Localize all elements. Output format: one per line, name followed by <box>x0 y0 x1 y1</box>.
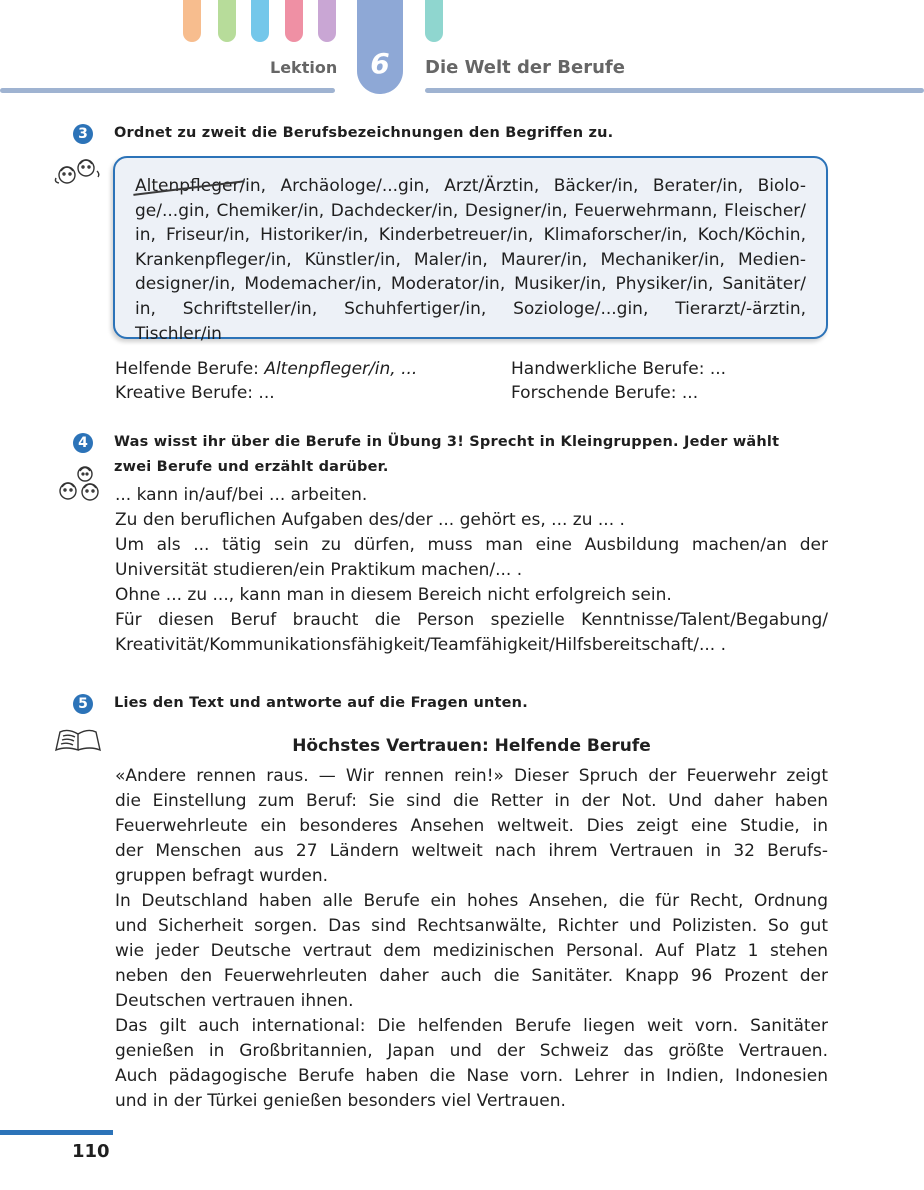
category-helfende <box>115 357 417 381</box>
header-rule-left <box>0 88 335 93</box>
text-line: wie jeder Deutsche vertraut dem medizinischen Personal. Auf Platz 1 stehen <box>115 941 828 961</box>
pair-work-icon <box>53 156 101 186</box>
text-line: In Deutschland haben alle Berufe ein hohes Ansehen, die für Recht, Ordnung <box>115 891 828 911</box>
instruction-line: zwei Berufe und erzählt darüber. <box>114 459 389 475</box>
category-kreative: Kreative Berufe: ... <box>115 383 275 403</box>
phrase-list <box>115 483 828 658</box>
open-book-icon <box>54 726 102 754</box>
category-example: Altenpfleger/in, ... <box>264 359 418 379</box>
exercise-number: 4 <box>73 433 93 453</box>
color-tab <box>251 0 269 42</box>
lesson-label: Lektion <box>270 58 338 77</box>
phrase-line: Ohne ... zu ..., kann man in diesem Bereich nicht erfolgreich sein. <box>115 585 672 605</box>
group-work-icon <box>55 464 103 502</box>
text-line: die Einstellung zum Beruf: Sie sind die Retter in der Not. Und daher haben <box>115 791 828 811</box>
word-list-line: in, Schriftsteller/in, Schuhfertiger/in, Soziologe/...gin, Tierarzt/-ärztin, Tischler/in <box>135 298 806 344</box>
text-line: Das gilt auch international: Die helfenden Berufe liegen weit vorn. Sanitäter <box>115 1016 828 1036</box>
color-tab <box>318 0 336 42</box>
text-line: und in der Türkei genießen besonders viel Vertrauen. <box>115 1091 566 1111</box>
phrase-line: Für diesen Beruf braucht die Person spezielle Kenntnisse/Talent/Begabung/ <box>115 610 828 630</box>
text-line: genießen in Großbritannien, Japan und der Schweiz das größte Vertrauen. <box>115 1041 828 1061</box>
lesson-number-badge: 6 <box>357 0 403 94</box>
chapter-title: Die Welt der Berufe <box>425 57 625 78</box>
phrase-line: ... kann in/auf/bei ... arbeiten. <box>115 485 368 505</box>
word-list-line: /in, Archäologe/...gin, Arzt/Ärztin, Bäcker/in, Berater/in, Biolo- <box>239 176 806 196</box>
phrase-line: Universität studieren/ein Praktikum machen/... . <box>115 560 523 580</box>
category-label: Helfende Berufe: <box>115 359 265 379</box>
reading-text <box>115 764 828 1114</box>
phrase-line: Um als ... tätig sein zu dürfen, muss man eine Ausbildung machen/an der <box>115 535 828 555</box>
page-number: 110 <box>72 1141 110 1162</box>
word-list-line: in, Friseur/in, Historiker/in, Kinderbetreuer/in, Klimaforscher/in, Koch/Köchin, <box>135 225 806 246</box>
word-list-line: ge/...gin, Chemiker/in, Dachdecker/in, Designer/in, Feuerwehrmann, Fleischer/ <box>135 200 806 221</box>
exercise-number: 3 <box>73 124 93 144</box>
color-tab <box>183 0 201 42</box>
text-line: gruppen befragt wurden. <box>115 866 329 886</box>
text-line: der Menschen aus 27 Ländern weltweit nach ihrem Vertrauen in 32 Berufs- <box>115 841 828 861</box>
instruction-line: Was wisst ihr über die Berufe in Übung 3! Sprecht in Kleingruppen. Jeder wählt <box>114 434 780 450</box>
exercise-instruction: Lies den Text und antworte auf die Fragen unten. <box>114 695 528 711</box>
text-line: «Andere rennen raus. — Wir rennen rein!» Dieser Spruch der Feuerwehr zeigt <box>115 766 828 786</box>
word-list-line: Krankenpfleger/in, Künstler/in, Maler/in, Maurer/in, Mechaniker/in, Medien- <box>135 249 806 270</box>
phrase-line: Zu den beruflichen Aufgaben des/der ... gehört es, ... zu ... . <box>115 510 625 530</box>
category-forschende: Forschende Berufe: ... <box>511 383 699 403</box>
text-line: Deutschen vertrauen ihnen. <box>115 991 354 1011</box>
exercise-number: 5 <box>73 694 93 714</box>
word-list-line: designer/in, Modemacher/in, Moderator/in, Musiker/in, Physiker/in, Sanitäter/ <box>135 274 806 295</box>
phrase-line: Kreativität/Kommunikationsfähigkeit/Teamfähigkeit/Hilfsbereitschaft/... . <box>115 635 726 655</box>
word-box <box>113 156 828 344</box>
text-line: Feuerwehrleute ein besonderes Ansehen weltweit. Dies zeigt eine Studie, in <box>115 816 828 836</box>
color-tab <box>218 0 236 42</box>
text-line: und Sicherheit sorgen. Das sind Rechtsanwälte, Richter und Polizisten. So gut <box>115 916 828 936</box>
footer-bar <box>0 1130 113 1135</box>
exercise-instruction: Ordnet zu zweit die Berufsbezeichnungen den Begriffen zu. <box>114 125 614 141</box>
color-tab <box>425 0 443 42</box>
category-handwerkliche: Handwerkliche Berufe: ... <box>511 359 727 379</box>
reading-title: Höchstes Vertrauen: Helfende Berufe <box>292 736 651 756</box>
struck-word: Altenpfleger <box>135 176 240 196</box>
color-tab <box>285 0 303 42</box>
header-rule-right <box>425 88 924 93</box>
text-line: neben den Feuerwehrleuten daher auch die Sanitäter. Knapp 96 Prozent der <box>115 966 828 986</box>
text-line: Auch pädagogische Berufe haben die Nase vorn. Lehrer in Indien, Indonesien <box>115 1066 828 1086</box>
exercise-instruction <box>114 430 828 480</box>
